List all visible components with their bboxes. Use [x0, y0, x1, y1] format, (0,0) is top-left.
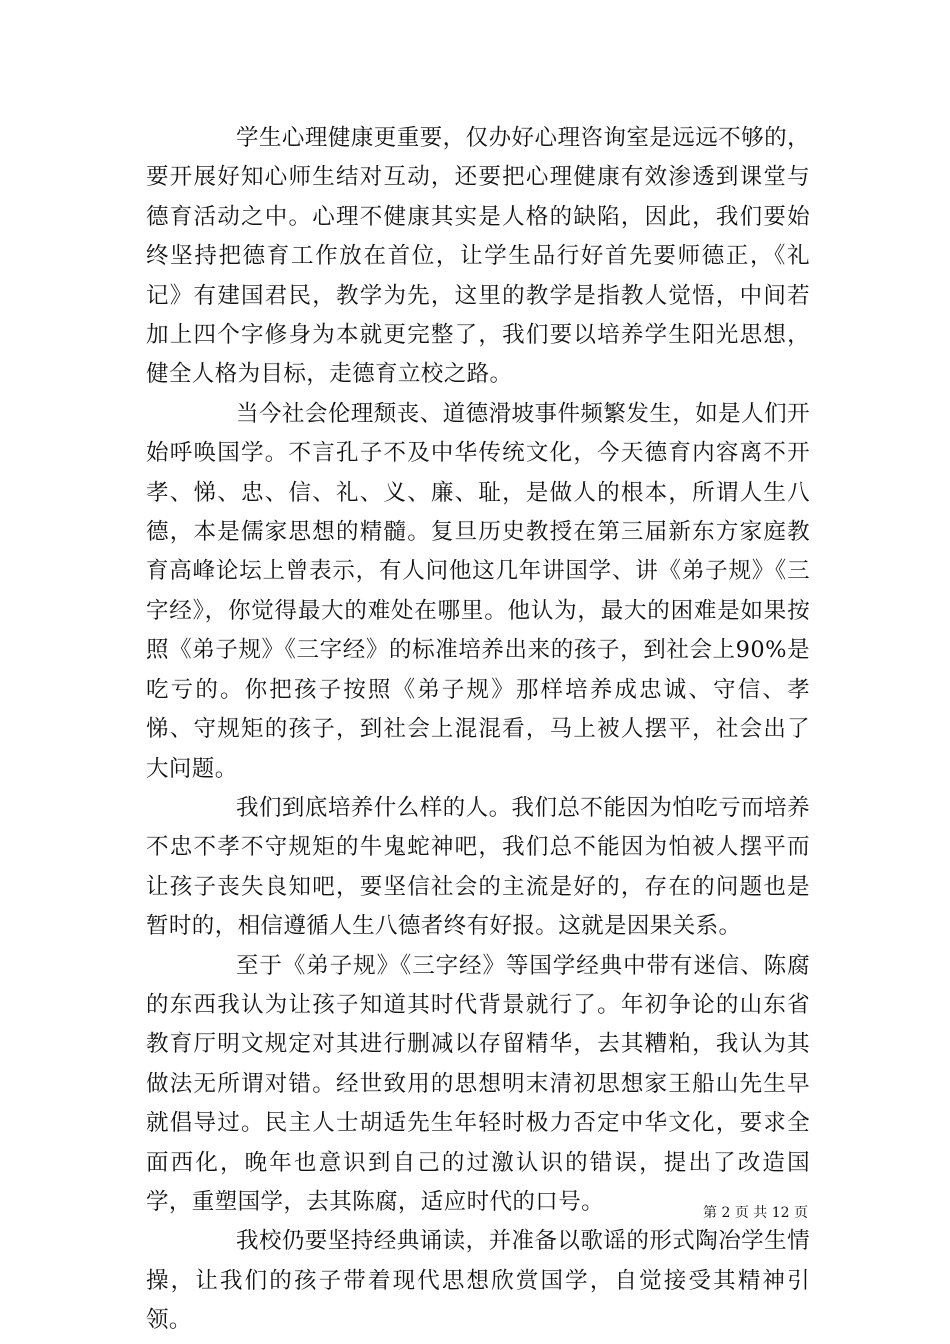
paragraph-3: 我们到底培养什么样的人。我们总不能因为怕吃亏而培养不忠不孝不守规矩的牛鬼蛇神吧，我们总不能因为怕被人摆平而让孩子丧失良知吧，要坚信社会的主流是好的，存在的问题也是暂时的，相信遵循人生八德者终有好报。这就是因果关系。 — [146, 794, 810, 940]
paragraph-5: 我校仍要坚持经典诵读，并准备以歌谣的形式陶冶学生情操，让我们的孩子带着现代思想欣赏国学，自觉接受其精神引领。 — [146, 1228, 810, 1334]
paragraph-2: 当今社会伦理颓丧、道德滑坡事件频繁发生，如是人们开始呼唤国学。不言孔子不及中华传统文化，今天德育内容离不开孝、悌、忠、信、礼、义、廉、耻，是做人的根本，所谓人生八德，本是儒家思想的精髓。复旦历史教授在第三届新东方家庭教育高峰论坛上曾表示，有人问他这几年讲国学、讲《弟子规》《三字经》，你觉得最大的难处在哪里。他认为，最大的困难是如果按照《弟子规》《三字经》的标准培养出来的孩子，到社会上90%是吃亏的。你把孩子按照《弟子规》那样培养成忠诚、守信、孝悌、守规矩的孩子，到社会上混混看，马上被人摆平，社会出了大问题。 — [146, 400, 810, 782]
body-text — [146, 119, 810, 1341]
paragraph-4: 至于《弟子规》《三字经》等国学经典中带有迷信、陈腐的东西我认为让孩子知道其时代背景就行了。年初争论的山东省教育厅明文规定对其进行删减以存留精华，去其糟粕，我认为其做法无所谓对错。经世致用的思想明末清初思想家王船山先生早就倡导过。民主人士胡适先生年轻时极力否定中华文化，要求全面西化，晚年也意识到自己的过激认识的错误，提出了改造国学，重塑国学，去其陈腐，适应时代的口号。 — [146, 952, 810, 1215]
paragraph-1: 学生心理健康更重要，仅办好心理咨询室是远远不够的，要开展好知心师生结对互动，还要把心理健康有效渗透到课堂与德育活动之中。心理不健康其实是人格的缺陷，因此，我们要始终坚持把德育工作放在首位，让学生品行好首先要师德正，《礼记》有建国君民，教学为先，这里的教学是指教人觉悟，中间若加上四个字修身为本就更完整了，我们要以培养学生阳光思想，健全人格为目标，走德育立校之路。 — [146, 125, 810, 388]
page-number-footer: 第 2 页 共 12 页 — [703, 1205, 808, 1221]
